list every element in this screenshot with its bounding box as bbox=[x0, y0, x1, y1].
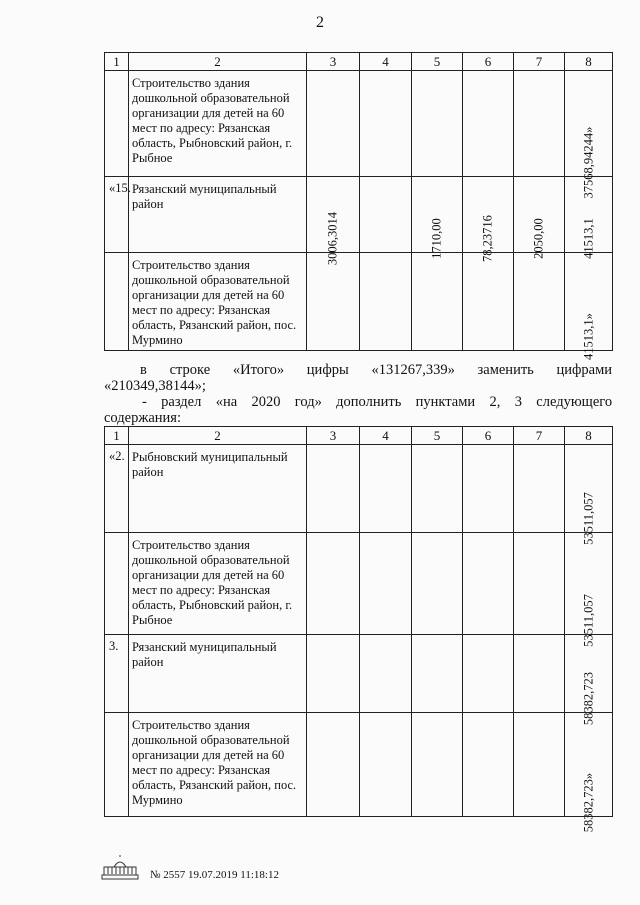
row-description: Строительство здания дошкольной образовательной организации для детей на 60 мест по адресу: Рязанская область, Рязанский район, пос. Мурмино bbox=[129, 253, 307, 351]
col-header: 8 bbox=[565, 427, 613, 445]
value-text: 58382,723» bbox=[581, 772, 595, 833]
row-number bbox=[105, 253, 129, 351]
value-cell bbox=[412, 177, 463, 259]
row-description: Строительство здания дошкольной образовательной организации для детей на 60 мест по адресу: Рязанская область, Рыбновский район, г. Рыбное bbox=[129, 71, 307, 177]
table-header-row bbox=[105, 53, 613, 71]
col-header: 7 bbox=[514, 53, 565, 71]
table-2019 bbox=[104, 52, 613, 360]
col-header: 6 bbox=[463, 53, 514, 71]
col-header: 6 bbox=[463, 427, 514, 445]
col-header: 1 bbox=[105, 427, 129, 445]
paragraph-itogo bbox=[104, 362, 612, 394]
row-number: «15. bbox=[105, 177, 129, 253]
col-header: 3 bbox=[307, 53, 360, 71]
value-cell bbox=[565, 71, 613, 199]
table-row bbox=[105, 177, 613, 253]
government-building-icon bbox=[100, 855, 140, 881]
value-cell bbox=[565, 635, 613, 726]
value-text: 2050,00 bbox=[531, 218, 546, 259]
col-header: 5 bbox=[412, 53, 463, 71]
value-cell bbox=[463, 177, 514, 262]
value-text: 37568,94244» bbox=[581, 126, 595, 199]
row-description: Рыбновский муниципальный район bbox=[129, 445, 307, 533]
paragraph-line: - раздел «на 2020 год» дополнить пунктами 2, 3 следующего bbox=[142, 394, 613, 410]
value-cell bbox=[307, 177, 360, 266]
value-text: 58382,723 bbox=[581, 671, 595, 726]
col-header: 4 bbox=[360, 427, 412, 445]
value-text: 41513,1» bbox=[581, 313, 595, 360]
col-header: 2 bbox=[129, 427, 307, 445]
value-text: 41513,1 bbox=[581, 218, 595, 259]
value-text: 53511,057 bbox=[581, 594, 595, 647]
value-cell bbox=[565, 445, 613, 545]
col-header: 4 bbox=[360, 53, 412, 71]
table-row bbox=[105, 253, 613, 351]
row-description: Рязанский муниципальный район bbox=[129, 177, 307, 253]
paragraph-line: «210349,38144»; bbox=[104, 378, 206, 394]
value-text: 3006,3014 bbox=[325, 211, 340, 266]
col-header: 7 bbox=[514, 427, 565, 445]
row-number: «2. bbox=[105, 445, 129, 533]
row-description: Строительство здания дошкольной образовательной организации для детей на 60 мест по адресу: Рязанская область, Рыбновский район, г. Рыбное bbox=[129, 533, 307, 635]
value-text: 53511,057 bbox=[581, 492, 595, 545]
table-header-row bbox=[105, 427, 613, 445]
row-number bbox=[105, 71, 129, 177]
col-header: 1 bbox=[105, 53, 129, 71]
row-description: Рязанский муниципальный район bbox=[129, 635, 307, 713]
col-header: 5 bbox=[412, 427, 463, 445]
value-cell bbox=[565, 177, 613, 259]
value-cell bbox=[514, 177, 565, 259]
value-cell bbox=[565, 533, 613, 647]
value-cell bbox=[565, 253, 613, 360]
row-description: Строительство здания дошкольной образовательной организации для детей на 60 мест по адресу: Рязанская область, Рязанский район, пос. Мурмино bbox=[129, 713, 307, 817]
row-number bbox=[105, 713, 129, 817]
row-number bbox=[105, 533, 129, 635]
value-cell bbox=[565, 713, 613, 833]
table-2020 bbox=[104, 426, 613, 833]
table-row bbox=[105, 533, 613, 635]
table-row bbox=[105, 445, 613, 533]
paragraph-section-2020 bbox=[104, 394, 612, 426]
value-text: 78,23716 bbox=[480, 215, 495, 262]
col-header: 8 bbox=[565, 53, 613, 71]
table-row bbox=[105, 635, 613, 713]
col-header: 2 bbox=[129, 53, 307, 71]
paragraph-line: содержания: bbox=[104, 410, 182, 426]
row-number: 3. bbox=[105, 635, 129, 713]
table-row bbox=[105, 71, 613, 177]
value-text: 1710,00 bbox=[429, 218, 444, 259]
table-row bbox=[105, 713, 613, 817]
page-number: 2 bbox=[316, 14, 324, 31]
registration-stamp: № 2557 19.07.2019 11:18:12 bbox=[150, 869, 279, 881]
paragraph-line: в строке «Итого» цифры «131267,339» заменить цифрами bbox=[140, 362, 613, 378]
col-header: 3 bbox=[307, 427, 360, 445]
